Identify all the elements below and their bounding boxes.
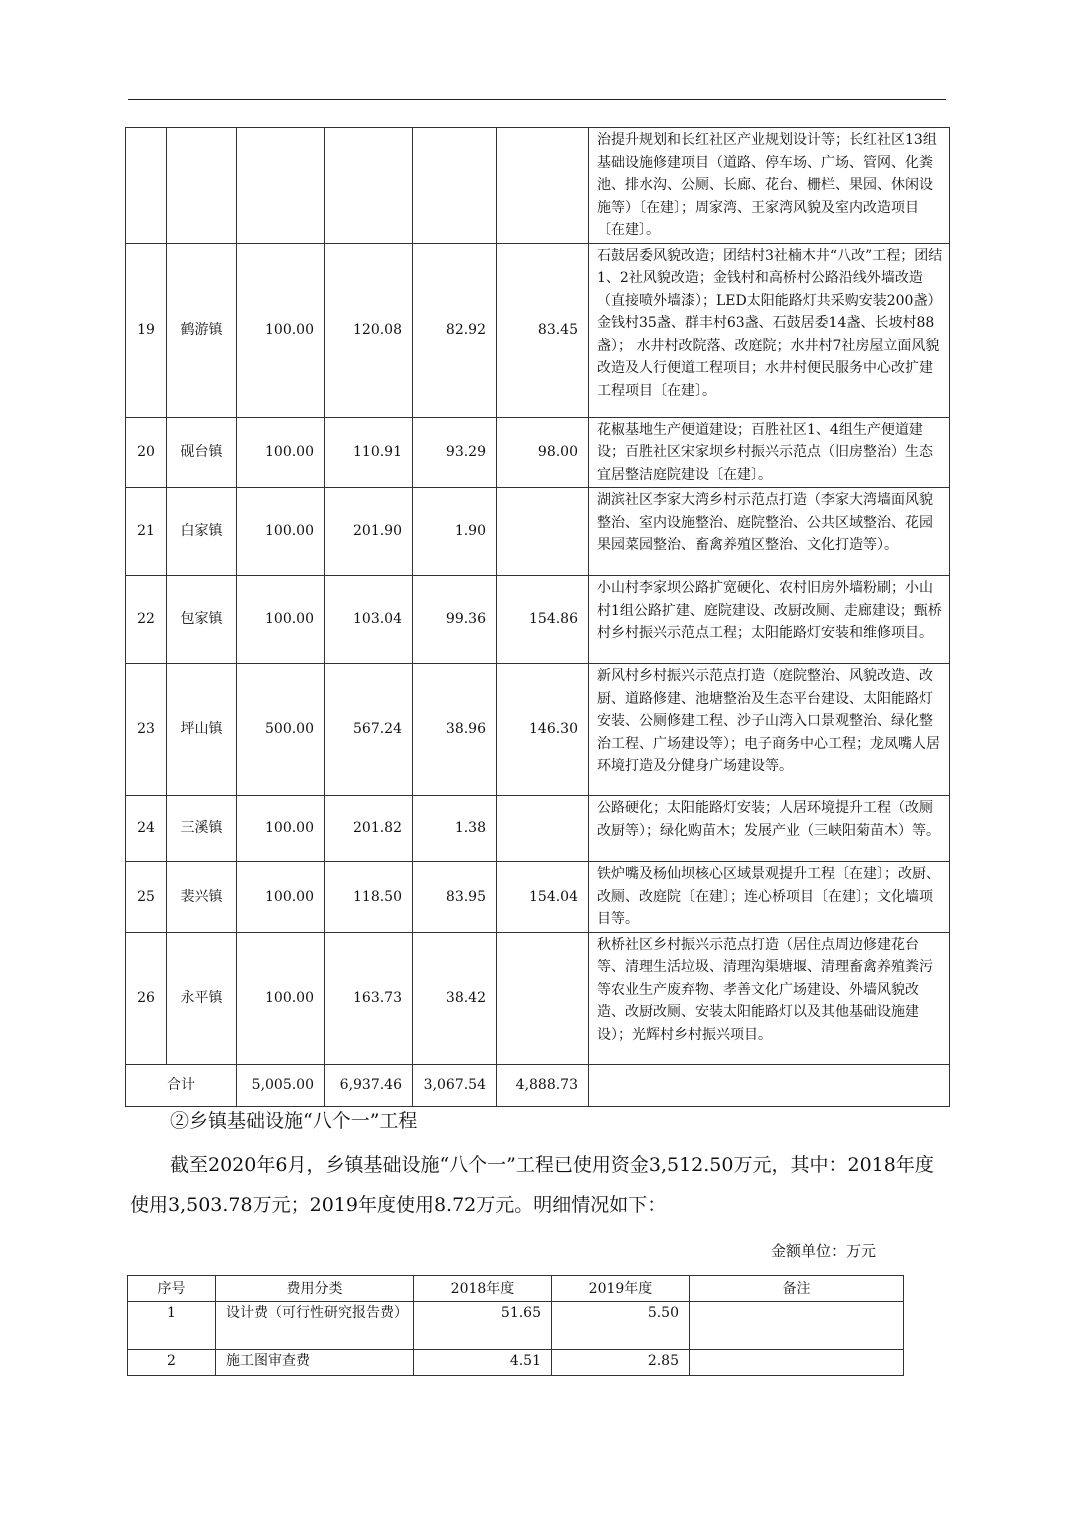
table-row <box>126 417 950 488</box>
table-row <box>126 576 950 664</box>
value-col-2: 103.04 <box>325 576 413 664</box>
town-name: 鹤游镇 <box>167 243 237 417</box>
value-col-3: 38.96 <box>413 664 497 796</box>
value-col-4 <box>497 488 589 576</box>
table-row <box>126 932 950 1064</box>
value-col-3: 1.90 <box>413 488 497 576</box>
table-row <box>126 664 950 796</box>
section-heading: ②乡镇基础设施“八个一”工程 <box>170 1110 418 1132</box>
value-col-3: 1.38 <box>413 796 497 862</box>
cell-empty <box>413 128 497 244</box>
value-col-1: 100.00 <box>237 488 325 576</box>
value-col-4: 146.30 <box>497 664 589 796</box>
note-cell <box>690 1302 904 1350</box>
project-description: 公路硬化；太阳能路灯安装；人居环境提升工程（改厕改厨等）；绿化购苗木；发展产业（三峡阳菊苗木）等。 <box>589 796 950 862</box>
total-col-4: 4,888.73 <box>497 1064 589 1106</box>
amount-2018: 51.65 <box>414 1302 552 1350</box>
value-col-2: 118.50 <box>325 862 413 933</box>
value-col-2: 120.08 <box>325 243 413 417</box>
value-col-2: 201.90 <box>325 488 413 576</box>
project-description: 湖滨社区李家大湾乡村示范点打造（李家大湾墙面风貌整治、室内设施整治、庭院整治、公共区域整治、花园果园菜园整治、畜禽养殖区整治、文化打造等）。 <box>589 488 950 576</box>
town-name: 白家镇 <box>167 488 237 576</box>
town-name: 三溪镇 <box>167 796 237 862</box>
infrastructure-expense-table <box>127 1275 904 1376</box>
note-cell <box>690 1350 904 1376</box>
body-paragraph: 截至2020年6月，乡镇基础设施“八个一”工程已使用资金3,512.50万元，其中：2018年度使用3,503.78万元；2019年度使用8.72万元。明细情况如下： <box>130 1154 934 1216</box>
cell-empty <box>126 128 167 244</box>
value-col-3: 82.92 <box>413 243 497 417</box>
value-col-1: 100.00 <box>237 862 325 933</box>
value-col-1: 100.00 <box>237 796 325 862</box>
cell-empty <box>325 128 413 244</box>
header-index: 序号 <box>128 1276 216 1302</box>
row-index: 20 <box>126 417 167 488</box>
row-index: 1 <box>128 1302 216 1350</box>
row-index: 19 <box>126 243 167 417</box>
row-index: 26 <box>126 932 167 1064</box>
expense-category: 设计费（可行性研究报告费） <box>216 1302 414 1350</box>
total-col-3: 3,067.54 <box>413 1064 497 1106</box>
project-description: 治提升规划和长红社区产业规划设计等；长红社区13组基础设施修建项目（道路、停车场、广场、管网、化粪池、排水沟、公厕、长廊、花台、栅栏、果园、休闲设施等）〔在建〕；周家湾、王家湾风貌及室内改造项目〔在建〕。 <box>589 128 950 244</box>
value-col-3: 99.36 <box>413 576 497 664</box>
unit-label: 金额单位：万元 <box>770 1242 876 1260</box>
header-note: 备注 <box>690 1276 904 1302</box>
town-name: 砚台镇 <box>167 417 237 488</box>
value-col-4: 154.86 <box>497 576 589 664</box>
town-name: 永平镇 <box>167 932 237 1064</box>
project-description: 新风村乡村振兴示范点打造（庭院整治、风貌改造、改厨、道路修建、池塘整治及生态平台建设、太阳能路灯安装、公厕修建工程、沙子山湾入口景观整治、绿化整治工程、广场建设等）；电子商务中心工程；龙凤嘴人居环境打造及分健身广场建设等。 <box>589 664 950 796</box>
header-2018: 2018年度 <box>414 1276 552 1302</box>
header-rule <box>128 99 946 100</box>
value-col-4: 154.04 <box>497 862 589 933</box>
row-index: 22 <box>126 576 167 664</box>
table-row <box>126 243 950 417</box>
value-col-4: 98.00 <box>497 417 589 488</box>
value-col-2: 567.24 <box>325 664 413 796</box>
value-col-3: 38.42 <box>413 932 497 1064</box>
cell-empty <box>589 1064 950 1106</box>
total-label: 合计 <box>126 1064 237 1106</box>
amount-2019: 5.50 <box>552 1302 690 1350</box>
value-col-4 <box>497 796 589 862</box>
value-col-1: 100.00 <box>237 576 325 664</box>
value-col-3: 93.29 <box>413 417 497 488</box>
town-name: 坪山镇 <box>167 664 237 796</box>
value-col-2: 163.73 <box>325 932 413 1064</box>
table-row <box>126 862 950 933</box>
project-description: 花椒基地生产便道建设；百胜社区1、4组生产便道建设；百胜社区宋家坝乡村振兴示范点（旧房整治）生态宜居整洁庭院建设〔在建〕。 <box>589 417 950 488</box>
value-col-3: 83.95 <box>413 862 497 933</box>
value-col-1: 100.00 <box>237 243 325 417</box>
header-category: 费用分类 <box>216 1276 414 1302</box>
total-col-2: 6,937.46 <box>325 1064 413 1106</box>
table-row <box>128 1350 904 1376</box>
value-col-2: 110.91 <box>325 417 413 488</box>
project-description: 秋桥社区乡村振兴示范点打造（居住点周边修建花台等、清理生活垃圾、清理沟渠塘堰、清理畜禽养殖粪污等农业生产废弃物、孝善文化广场建设、外墙风貌改造、改厨改厕、安装太阳能路灯以及其他基础设施建设）；光辉村乡村振兴项目。 <box>589 932 950 1064</box>
amount-2019: 2.85 <box>552 1350 690 1376</box>
value-col-1: 100.00 <box>237 417 325 488</box>
row-index: 2 <box>128 1350 216 1376</box>
project-description: 石鼓居委风貌改造；团结村3社楠木井“八改”工程；团结1、2社风貌改造；金钱村和高桥村公路沿线外墙改造（直接喷外墙漆）；LED太阳能路灯共采购安装200盏）金钱村35盏、群丰村63盏、石鼓居委14盏、长坡村88盏）； 水井村改院落、改庭院；水井村7社房屋立面风貌改造及人行便道工程项目；水井村便民服务中心改扩建工程项目〔在建〕。 <box>589 243 950 417</box>
row-index: 24 <box>126 796 167 862</box>
value-col-4 <box>497 932 589 1064</box>
table-row <box>126 488 950 576</box>
value-col-1: 500.00 <box>237 664 325 796</box>
town-name: 裴兴镇 <box>167 862 237 933</box>
expense-category: 施工图审查费 <box>216 1350 414 1376</box>
table-row-total <box>126 1064 950 1106</box>
row-index: 21 <box>126 488 167 576</box>
project-description: 小山村李家坝公路扩宽硬化、农村旧房外墙粉刷；小山村1组公路扩建、庭院建设、改厨改厕、走廊建设；甄桥村乡村振兴示范点工程；太阳能路灯安装和维修项目。 <box>589 576 950 664</box>
row-index: 23 <box>126 664 167 796</box>
row-index: 25 <box>126 862 167 933</box>
amount-2018: 4.51 <box>414 1350 552 1376</box>
header-2019: 2019年度 <box>552 1276 690 1302</box>
town-funding-table <box>125 127 950 1107</box>
table-row <box>128 1302 904 1350</box>
value-col-4: 83.45 <box>497 243 589 417</box>
table-row-continuation <box>126 128 950 244</box>
cell-empty <box>237 128 325 244</box>
town-name: 包家镇 <box>167 576 237 664</box>
value-col-1: 100.00 <box>237 932 325 1064</box>
total-col-1: 5,005.00 <box>237 1064 325 1106</box>
cell-empty <box>167 128 237 244</box>
value-col-2: 201.82 <box>325 796 413 862</box>
project-description: 铁炉嘴及杨仙坝核心区域景观提升工程〔在建〕；改厨、改厕、改庭院〔在建〕；连心桥项目〔在建〕；文化墙项目等。 <box>589 862 950 933</box>
table-row <box>126 796 950 862</box>
table-header-row <box>128 1276 904 1302</box>
cell-empty <box>497 128 589 244</box>
